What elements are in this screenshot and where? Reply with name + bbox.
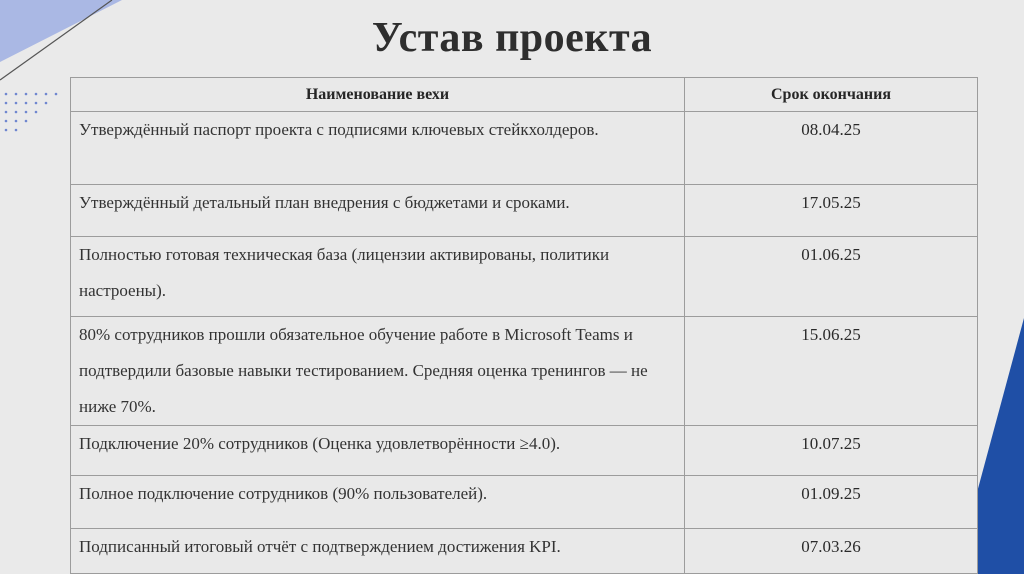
deadline-cell: 08.04.25 xyxy=(685,112,978,185)
slide-title: Устав проекта xyxy=(371,15,653,61)
milestone-cell: Утверждённый паспорт проекта с подписями ключевых стейкхолдеров. xyxy=(71,112,685,185)
table-header-row xyxy=(71,78,978,112)
table-row xyxy=(71,476,978,529)
deadline-cell: 10.07.25 xyxy=(685,426,978,476)
milestone-cell: Подписанный итоговый отчёт с подтверждением достижения KPI. xyxy=(71,529,685,574)
milestone-cell: Полностью готовая техническая база (лицензии активированы, политики настроены). xyxy=(71,237,685,317)
deadline-cell: 15.06.25 xyxy=(685,317,978,426)
deadline-cell: 01.06.25 xyxy=(685,237,978,317)
table-row xyxy=(71,529,978,574)
table-row xyxy=(71,185,978,237)
milestones-table xyxy=(70,77,978,574)
table-row xyxy=(71,237,978,317)
deadline-cell: 17.05.25 xyxy=(685,185,978,237)
milestone-cell: Полное подключение сотрудников (90% пользователей). xyxy=(71,476,685,529)
milestone-cell: Подключение 20% сотрудников (Оценка удовлетворённости ≥4.0). xyxy=(71,426,685,476)
dot-grid-pattern xyxy=(5,93,58,132)
table-row xyxy=(71,317,978,426)
table-row xyxy=(71,112,978,185)
milestone-cell: Утверждённый детальный план внедрения с бюджетами и сроками. xyxy=(71,185,685,237)
deadline-cell: 01.09.25 xyxy=(685,476,978,529)
column-header-deadline: Срок окончания xyxy=(685,78,978,112)
column-header-milestone: Наименование вехи xyxy=(71,78,685,112)
table-row xyxy=(71,426,978,476)
milestone-cell: 80% сотрудников прошли обязательное обучение работе в Microsoft Teams и подтвердили базовые навыки тестированием. Средняя оценка тренингов — не ниже 70%. xyxy=(71,317,685,426)
deadline-cell: 07.03.26 xyxy=(685,529,978,574)
